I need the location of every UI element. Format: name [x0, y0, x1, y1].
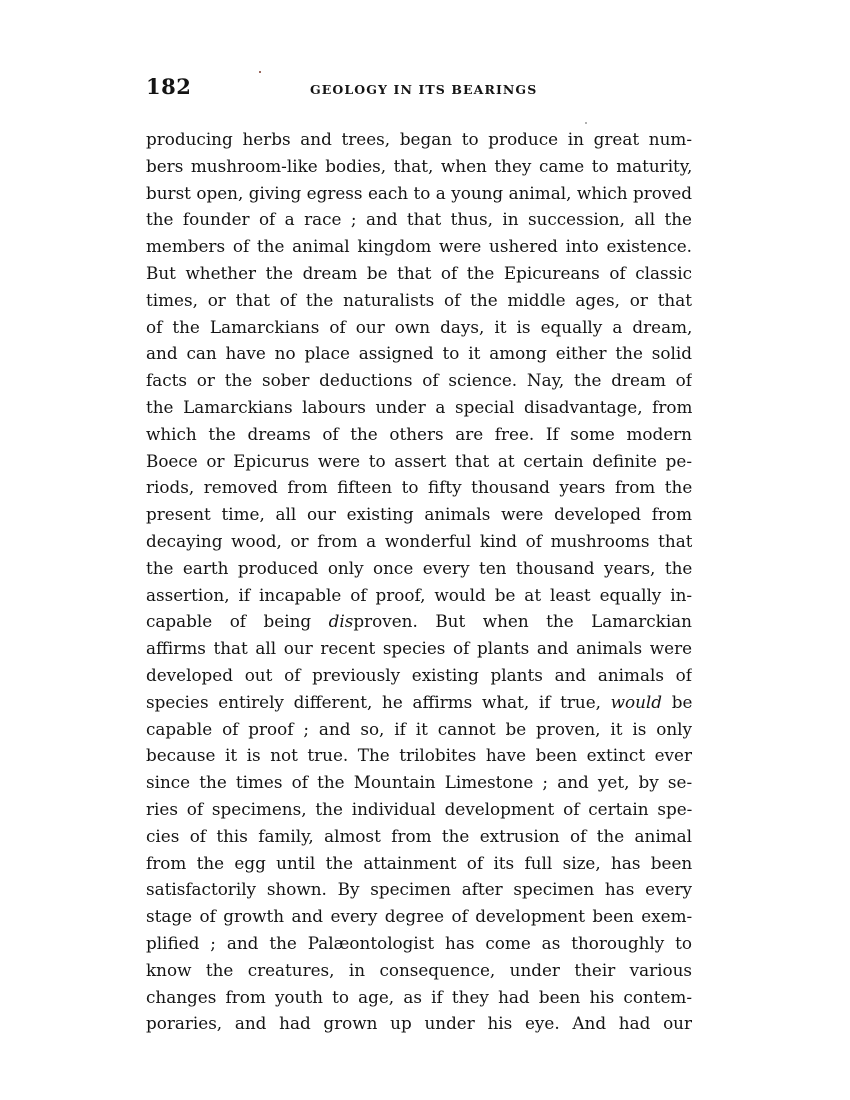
text-segment: cies of this family, almost from the extrusion of the animal: [146, 825, 692, 846]
running-title: GEOLOGY IN ITS BEARINGS: [310, 82, 538, 97]
text-segment: times, or that of the naturalists of the middle ages, or that: [146, 289, 692, 310]
text-line: [146, 528, 692, 555]
text-line: [146, 608, 692, 635]
running-head: [146, 74, 690, 106]
text-segment: riods, removed from fifteen to fifty thousand years from the: [146, 477, 692, 498]
text-line: [146, 742, 692, 769]
text-line: [146, 153, 692, 180]
text-segment: proven. But when the Lamarckian: [353, 611, 692, 632]
text-segment: changes from youth to age, as if they had been his contem-: [146, 986, 692, 1007]
text-segment: plified ; and the Palæontologist has come as thoroughly to: [146, 932, 692, 953]
text-segment: members of the animal kingdom were ushered into existence.: [146, 236, 692, 257]
text-line: [146, 769, 692, 796]
text-line: [146, 474, 692, 501]
text-segment: assertion, if incapable of proof, would be at least equally in-: [146, 584, 692, 605]
text-segment: poraries, and had grown up under his eye. And had our: [146, 1013, 692, 1034]
text-line: [146, 876, 692, 903]
text-segment: because it is not true. The trilobites have been extinct ever: [146, 745, 692, 766]
text-segment: bers mushroom-like bodies, that, when they came to maturity,: [146, 155, 692, 176]
text-line: [146, 984, 692, 1011]
text-segment: burst open, giving egress each to a young animal, which proved: [146, 182, 692, 203]
text-segment: stage of growth and every degree of development been exem-: [146, 906, 692, 927]
text-line: [146, 689, 692, 716]
text-segment: developed out of previously existing plants and animals of: [146, 664, 692, 685]
text-line: [146, 206, 692, 233]
text-line: [146, 448, 692, 475]
text-segment: know the creatures, in consequence, under their various: [146, 959, 692, 980]
ink-speck: [259, 71, 261, 73]
text-line: [146, 850, 692, 877]
ink-speck: [585, 122, 587, 124]
text-segment: facts or the sober deductions of science. Nay, the dream of: [146, 370, 692, 391]
text-line: [146, 1010, 692, 1037]
text-segment: ries of specimens, the individual development of certain spe-: [146, 798, 692, 819]
text-line: [146, 394, 692, 421]
text-segment: species entirely different, he affirms what, if true,: [146, 691, 611, 712]
text-line: [146, 233, 692, 260]
italic-text: dis: [328, 611, 354, 632]
text-segment: satisfactorily shown. By specimen after specimen has every: [146, 879, 692, 900]
text-segment: since the times of the Mountain Limestone ; and yet, by se-: [146, 772, 692, 793]
text-line: [146, 555, 692, 582]
text-line: [146, 340, 692, 367]
text-segment: which the dreams of the others are free. If some modern: [146, 423, 692, 444]
text-segment: capable of being: [146, 611, 329, 632]
text-line: [146, 903, 692, 930]
text-segment: the founder of a race ; and that thus, in succession, all the: [146, 209, 692, 230]
text-line: [146, 635, 692, 662]
text-line: [146, 260, 692, 287]
text-line: [146, 930, 692, 957]
text-segment: Boece or Epicurus were to assert that at certain definite pe-: [146, 450, 692, 471]
text-segment: capable of proof ; and so, if it cannot be proven, it is only: [146, 718, 692, 739]
text-segment: decaying wood, or from a wonderful kind of mushrooms that: [146, 530, 692, 551]
text-segment: the Lamarckians labours under a special disadvantage, from: [146, 396, 692, 417]
body-text: [146, 126, 692, 1037]
text-segment: But whether the dream be that of the Epicureans of classic: [146, 262, 692, 283]
text-segment: the earth produced only once every ten thousand years, the: [146, 557, 692, 578]
text-segment: affirms that all our recent species of plants and animals were: [146, 638, 692, 659]
text-line: [146, 180, 692, 207]
text-line: [146, 957, 692, 984]
text-segment: from the egg until the attainment of its full size, has been: [146, 852, 692, 873]
text-line: [146, 582, 692, 609]
page-number: 182: [146, 74, 192, 99]
text-line: [146, 823, 692, 850]
text-line: [146, 126, 692, 153]
text-segment: of the Lamarckians of our own days, it is equally a dream,: [146, 316, 692, 337]
text-line: [146, 796, 692, 823]
text-line: [146, 501, 692, 528]
text-line: [146, 314, 692, 341]
text-line: [146, 662, 692, 689]
text-line: [146, 287, 692, 314]
text-line: [146, 716, 692, 743]
italic-text: would: [610, 691, 663, 712]
text-line: [146, 367, 692, 394]
text-line: [146, 421, 692, 448]
text-segment: be: [662, 691, 692, 712]
text-segment: present time, all our existing animals were developed from: [146, 504, 692, 525]
text-segment: producing herbs and trees, began to produce in great num-: [146, 129, 692, 149]
text-segment: and can have no place assigned to it among either the solid: [146, 343, 692, 364]
